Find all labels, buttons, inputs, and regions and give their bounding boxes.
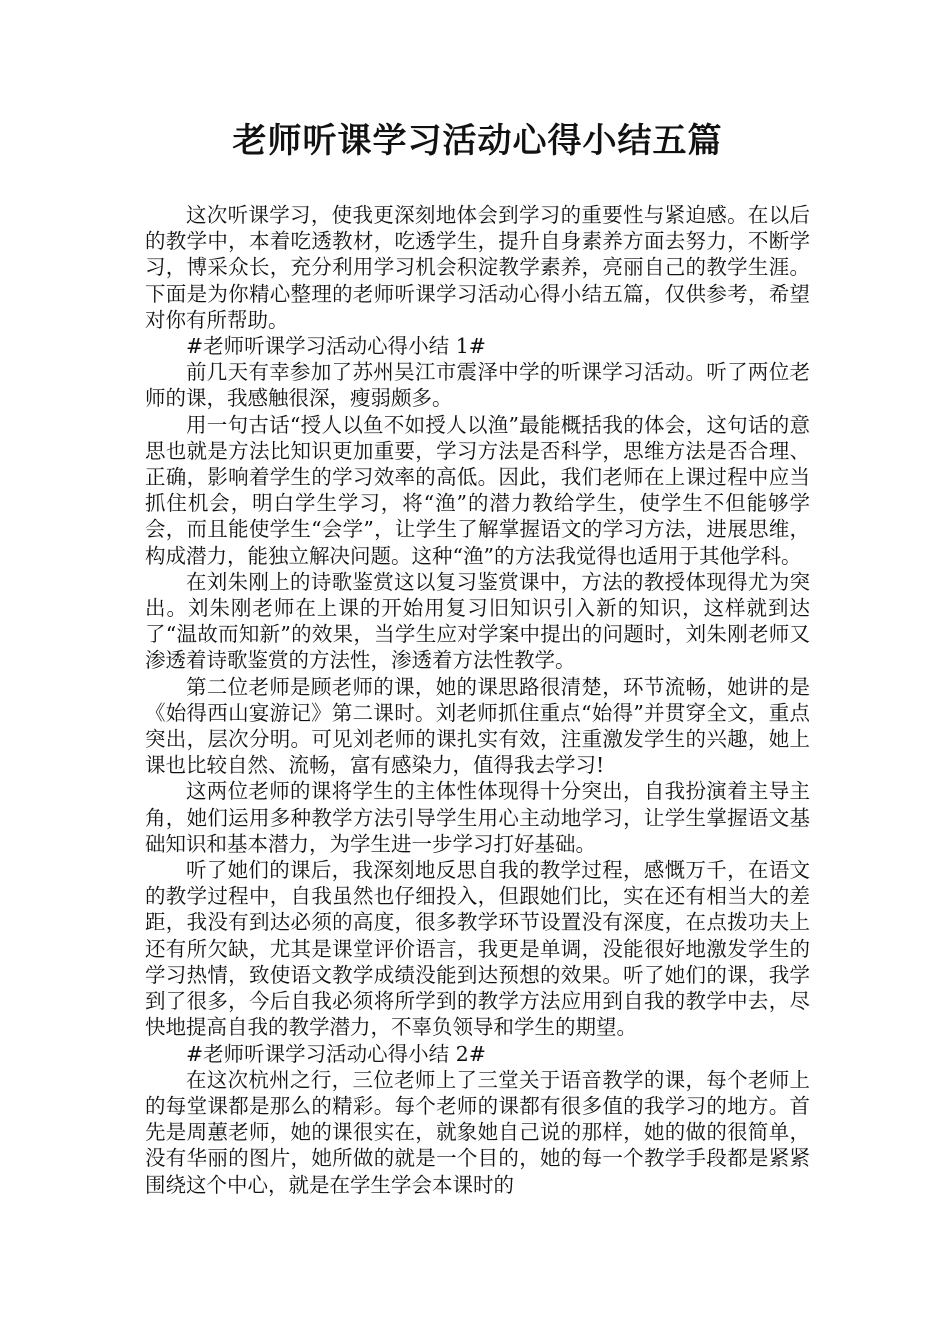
paragraph: 用一句古话“授人以鱼不如授人以渔”最能概括我的体会，这句话的意思也就是方法比知识更加重要，学习方法是否科学，思维方法是否合理、正确，影响着学生的学习效率的高低。因此，我们老师在上课过程中应当抓住机会，明白学生学习，将“渔”的潜力教给学生，使学生不但能够学会，而且能使学生“会学”，让学生了解掌握语文的学习方法，进展思维，构成潜力，能独立解决问题。这种“渔”的方法我觉得也适用于其他学科。	[145, 412, 810, 568]
paragraph: 第二位老师是顾老师的课，她的课思路很清楚，环节流畅，她讲的是《始得西山宴游记》第二课时。刘老师抓住重点“始得”并贯穿全文，重点突出，层次分明。可见刘老师的课扎实有效，注重激发学生的兴趣，她上课也比较自然、流畅，富有感染力，值得我去学习!	[145, 674, 810, 778]
section-heading-2: #老师听课学习活动心得小结 2#	[186, 1041, 486, 1066]
paragraph: 在这次杭州之行，三位老师上了三堂关于语音教学的课，每个老师上的每堂课都是那么的精彩。每个老师的课都有很多值的我学习的地方。首先是周蕙老师，她的课很实在，就象她自己说的那样，她的做的很简单，没有华丽的图片，她所做的就是一个目的，她的每一个教学手段都是紧紧围绕这个中心，就是在学生学会本课时的	[145, 1067, 810, 1197]
document-title: 老师听课学习活动心得小结五篇	[232, 121, 723, 161]
paragraph: 听了她们的课后，我深刻地反思自我的教学过程，感慨万千，在语文的教学过程中，自我虽然也仔细投入，但跟她们比，实在还有相当大的差距，我没有到达必须的高度，很多教学环节设置没有深度，在点拨功夫上还有所欠缺，尤其是课堂评价语言，我更是单调，没能很好地激发学生的学习热情，致使语文教学成绩没能到达预想的效果。听了她们的课，我学到了很多，今后自我必须将所学到的教学方法应用到自我的教学中去，尽快地提高自我的教学潜力，不辜负领导和学生的期望。	[145, 858, 810, 1040]
paragraph: 在刘朱刚上的诗歌鉴赏这以复习鉴赏课中，方法的教授体现得尤为突出。刘朱刚老师在上课的开始用复习旧知识引入新的知识，这样就到达了“温故而知新”的效果，当学生应对学案中提出的问题时，刘朱刚老师又渗透着诗歌鉴赏的方法性，渗透着方法性教学。	[145, 569, 810, 673]
paragraph: 这两位老师的课将学生的主体性体现得十分突出，自我扮演着主导主角，她们运用多种教学方法引导学生用心主动地学习，让学生掌握语文基础知识和基本潜力，为学生进一步学习打好基础。	[145, 779, 810, 856]
section-heading-1: #老师听课学习活动心得小结 1#	[186, 334, 486, 359]
document-page	[145, 118, 810, 1198]
document-body	[145, 202, 810, 1198]
paragraph-intro: 这次听课学习，使我更深刻地体会到学习的重要性与紧迫感。在以后的教学中，本着吃透教材，吃透学生，提升自身素养方面去努力，不断学习，博采众长，充分利用学习机会积淀教学素养，亮丽自己的教学生涯。下面是为你精心整理的老师听课学习活动心得小结五篇，仅供参考，希望对你有所帮助。	[145, 203, 810, 332]
paragraph: 前几天有幸参加了苏州吴江市震泽中学的听课学习活动。听了两位老师的课，我感触很深，瘦弱颇多。	[145, 360, 810, 411]
